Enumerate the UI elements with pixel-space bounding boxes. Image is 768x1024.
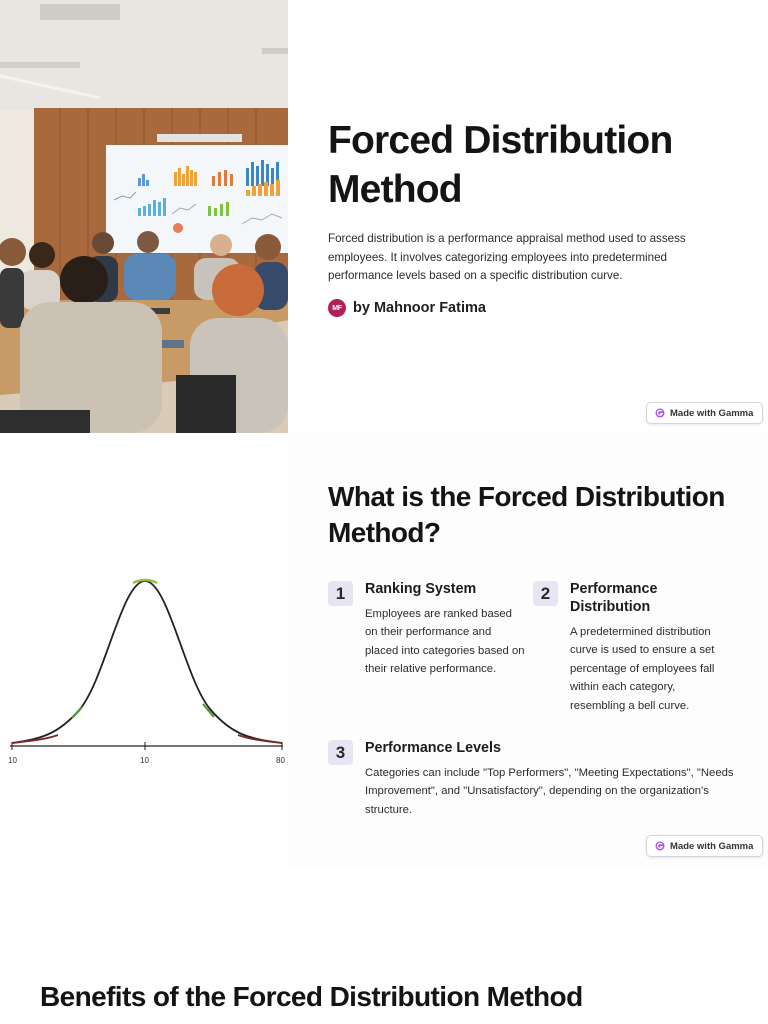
slide-title: What is the Forced Distribution Method? bbox=[328, 481, 725, 548]
item-text-performance-distribution: A predetermined distribution curve is used to ensure a set percentage of employees fall within each category, resembling a bell curve. bbox=[570, 626, 715, 712]
item-text-performance-levels: Categories can include "Top Performers", "Meeting Expectations", "Needs Improvement", and "Unsatisfactory", depending on the organization's structure. bbox=[365, 767, 734, 816]
definition-slide bbox=[0, 433, 768, 866]
gamma-logo-icon bbox=[655, 408, 665, 418]
curve-label-center: 10 bbox=[140, 756, 149, 765]
item-title-ranking-system: Ranking System bbox=[365, 581, 477, 597]
avatar: MF bbox=[328, 299, 346, 317]
author-byline bbox=[328, 299, 486, 317]
slide-description: Forced distribution is a performance appraisal method used to assess employees. It involves categorizing employees into predetermined performance levels based on a specific distribution curve. bbox=[328, 232, 686, 282]
bell-curve-graphic bbox=[0, 433, 288, 866]
author-name: by Mahnoor Fatima bbox=[353, 300, 486, 316]
gamma-badge-label: Made with Gamma bbox=[670, 407, 754, 419]
item-title-performance-levels: Performance Levels bbox=[365, 740, 501, 756]
item-number-badge: 3 bbox=[328, 740, 353, 765]
item-number-badge: 2 bbox=[533, 581, 558, 606]
gamma-badge-label: Made with Gamma bbox=[670, 840, 754, 852]
slide-title: Forced Distribution Method bbox=[328, 119, 673, 211]
title-slide bbox=[0, 0, 768, 433]
slide-title: Benefits of the Forced Distribution Method bbox=[40, 981, 583, 1012]
curve-label-right: 80 bbox=[276, 756, 285, 765]
item-text-ranking-system: Employees are ranked based on their performance and placed into categories based on their relative performance. bbox=[365, 608, 525, 676]
curve-label-left: 10 bbox=[8, 756, 17, 765]
meeting-illustration bbox=[0, 0, 288, 433]
meeting-photo bbox=[0, 0, 288, 433]
gamma-logo-icon bbox=[655, 841, 665, 851]
item-number-badge: 1 bbox=[328, 581, 353, 606]
benefits-slide bbox=[0, 866, 768, 1024]
item-title-performance-distribution: Performance Distribution bbox=[570, 581, 658, 615]
made-with-gamma-button[interactable] bbox=[646, 835, 763, 857]
bell-curve-figure bbox=[0, 433, 288, 866]
made-with-gamma-button[interactable] bbox=[646, 402, 763, 424]
